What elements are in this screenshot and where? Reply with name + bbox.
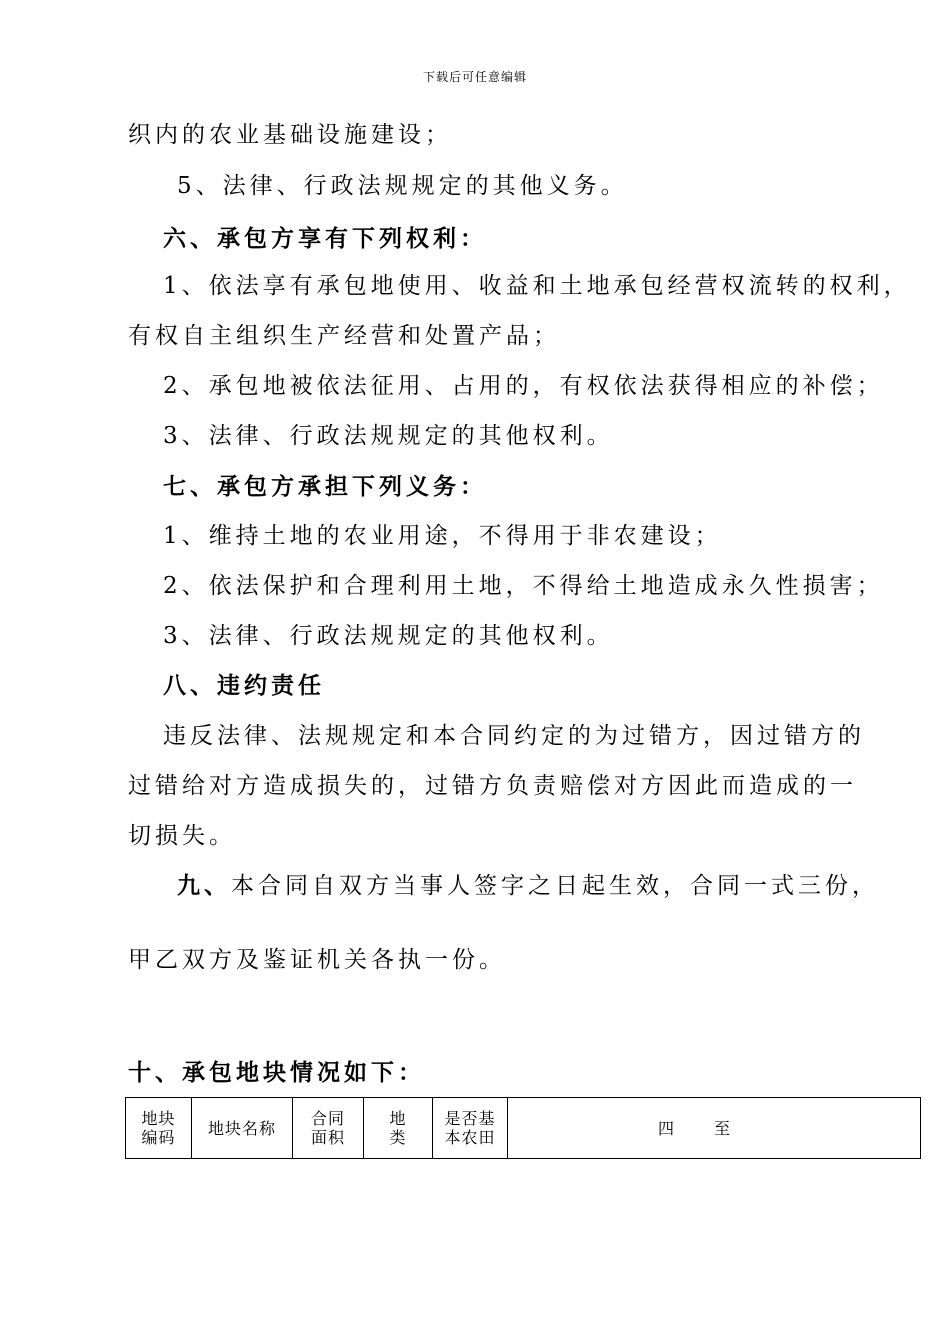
header-cell-plot-name: 地块名称 xyxy=(192,1098,293,1159)
header-cell-land-type: 地 类 xyxy=(364,1098,433,1159)
table-header-row xyxy=(126,1098,921,1159)
text-line: 2、承包地被依法征用、占用的，有权依法获得相应的补偿； xyxy=(163,373,884,399)
text-line: 违反法律、法规规定和本合同约定的为过错方，因过错方的 xyxy=(163,723,865,749)
text-line: 过错给对方造成损失的，过错方负责赔偿对方因此而造成的一 xyxy=(128,773,857,799)
text-line: 甲乙双方及鉴证机关各执一份。 xyxy=(128,947,506,973)
text-line: 1、依法享有承包地使用、收益和土地承包经营权流转的权利， xyxy=(163,273,911,299)
text-line: 织内的农业基础设施建设； xyxy=(128,122,452,148)
text-line-content: 本合同自双方当事人签字之日起生效，合同一式三份， xyxy=(231,873,879,899)
header-cell-contract-area: 合同 面积 xyxy=(293,1098,364,1159)
header-cell-plot-code: 地块 编码 xyxy=(126,1098,192,1159)
section-heading: 七、承包方承担下列义务： xyxy=(163,473,487,500)
text-line xyxy=(177,871,879,901)
text-line: 1、维持土地的农业用途，不得用于非农建设； xyxy=(163,523,722,549)
text-line: 3、法律、行政法规规定的其他权利。 xyxy=(163,623,614,649)
text-line: 有权自主组织生产经营和处置产品； xyxy=(128,323,560,349)
plot-table xyxy=(125,1097,921,1159)
text-line: 3、法律、行政法规规定的其他权利。 xyxy=(163,423,614,449)
text-line: 切损失。 xyxy=(128,823,236,849)
text-line: 5、法律、行政法规规定的其他义务。 xyxy=(177,173,628,199)
section-heading: 八、违约责任 xyxy=(163,672,325,699)
section-heading: 六、承包方享有下列权利： xyxy=(163,225,487,252)
section-heading: 十、承包地块情况如下： xyxy=(128,1059,425,1086)
header-cell-basic-farmland: 是否基 本农田 xyxy=(433,1098,508,1159)
page-header-note: 下载后可任意编辑 xyxy=(422,70,527,84)
section-number: 九、 xyxy=(177,872,231,899)
text-line: 2、依法保护和合理利用土地，不得给土地造成永久性损害； xyxy=(163,573,884,599)
header-cell-boundaries: 四至 xyxy=(508,1098,921,1159)
